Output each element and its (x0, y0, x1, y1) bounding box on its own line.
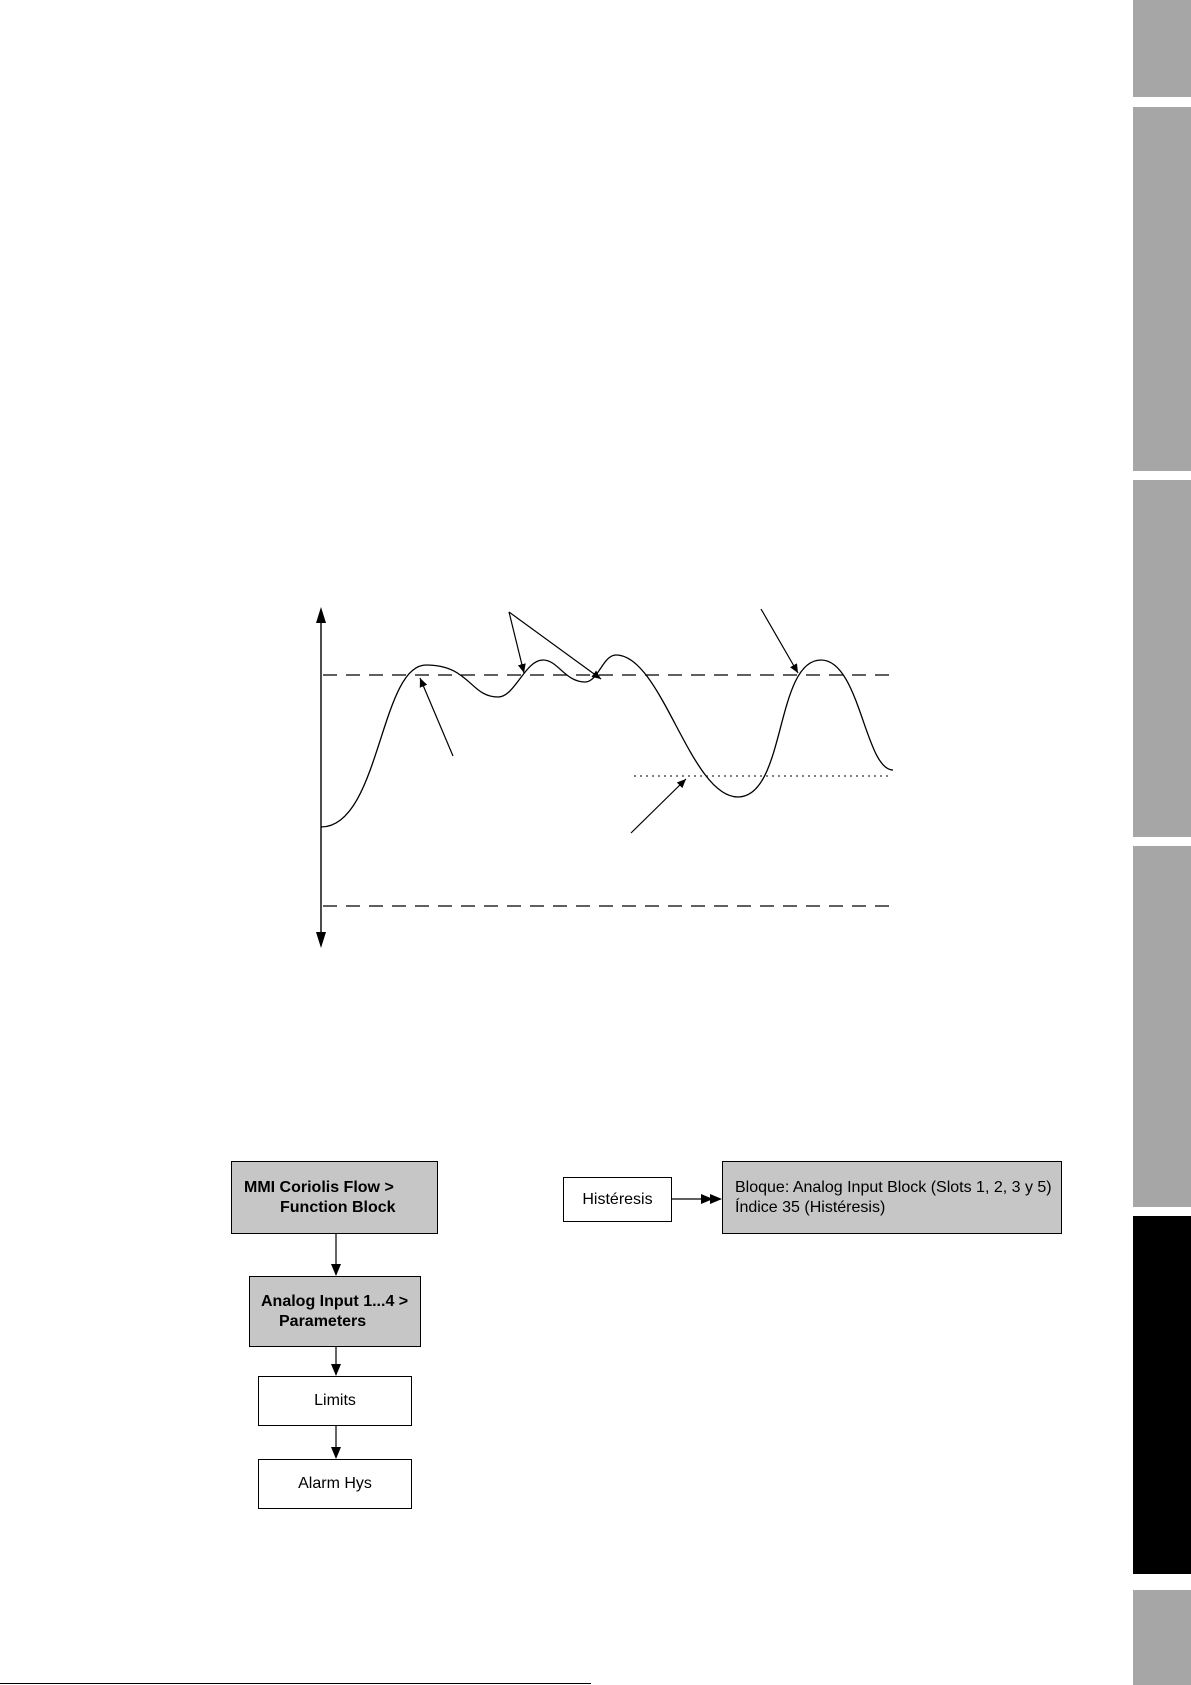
arrow-to-limits (331, 1364, 341, 1376)
footer-rule (0, 1683, 591, 1684)
bloque-index-box (722, 1161, 1062, 1234)
menu-mmi-coriolis-flow-box (231, 1161, 438, 1234)
histeresis-label: Histéresis (582, 1190, 653, 1208)
function-block-label: Function Block (280, 1198, 396, 1216)
arrow-to-analog-input (331, 1264, 341, 1276)
limits-label: Limits (314, 1392, 356, 1409)
menu-analog-input-box (249, 1276, 421, 1347)
bloque-label: Bloque: Analog Input Block (Slots 1, 2, 3 y 5) (735, 1178, 1052, 1196)
arrow-to-alarm-hys (331, 1447, 341, 1459)
analog-input-label: Analog Input 1...4 > (261, 1292, 409, 1310)
menu-alarm-hys-box (258, 1459, 412, 1509)
menu-limits-box (258, 1376, 412, 1426)
histeresis-box (563, 1177, 672, 1222)
mmi-coriolis-flow-label: MMI Coriolis Flow > (244, 1178, 394, 1196)
indice-label: Índice 35 (Histéresis) (735, 1198, 886, 1216)
alarm-hys-label: Alarm Hys (298, 1475, 372, 1492)
parameters-label: Parameters (279, 1312, 367, 1330)
